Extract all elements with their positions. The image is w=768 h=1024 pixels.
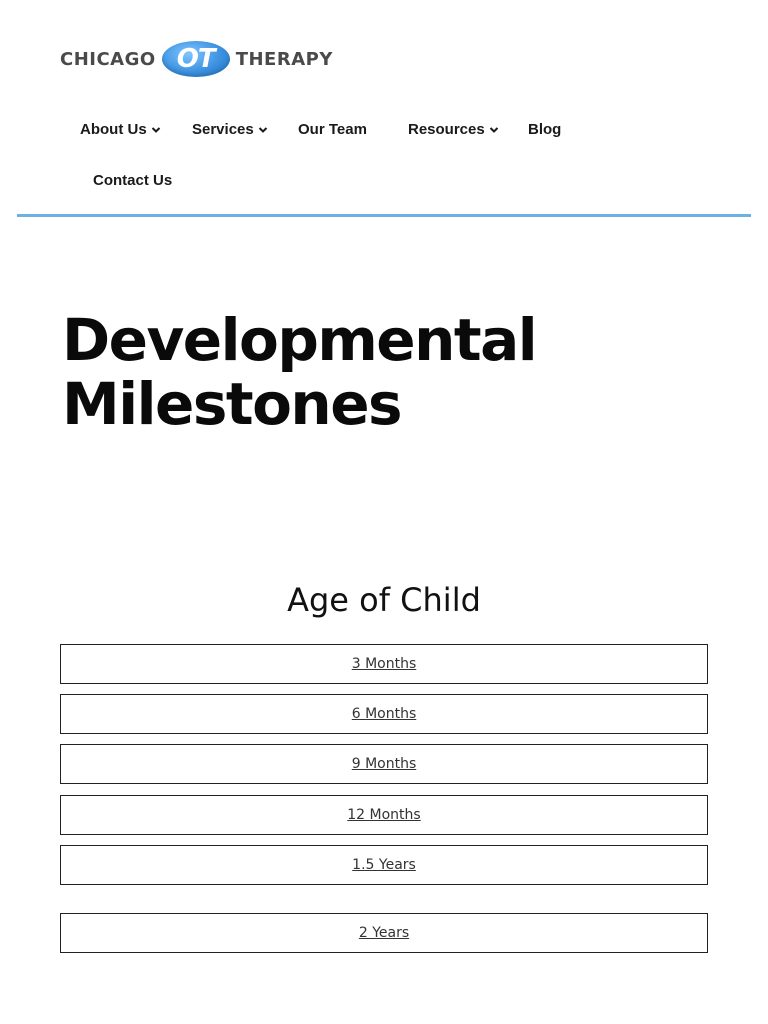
age-link[interactable]: 2 Years [358,925,410,941]
logo-ot-text: OT [176,44,215,74]
age-button-9-months[interactable] [60,744,708,784]
nav-item-blog[interactable] [528,118,561,140]
age-button-2-years[interactable] [60,913,708,953]
nav-item-label: Blog [528,120,562,138]
age-link[interactable]: 1.5 Years [352,857,416,873]
header-divider [17,214,751,217]
chevron-down-icon [258,125,268,135]
nav-item-label: Contact Us [93,171,173,189]
age-link[interactable]: 3 Months [351,656,417,672]
age-button-6-months[interactable] [60,694,708,734]
logo-word-right: THERAPY [235,48,333,70]
age-button-3-months[interactable] [60,644,708,684]
page-title-line-2: Milestones [62,370,402,438]
nav-item-label: Services [192,120,254,138]
site-logo[interactable] [60,40,333,78]
chevron-down-icon [151,125,161,135]
nav-item-contact-us[interactable] [93,169,172,191]
page-title [62,308,702,436]
logo-word-left: CHICAGO [60,48,156,70]
age-button-1-5-years[interactable] [60,845,708,885]
age-button-12-months[interactable] [60,795,708,835]
nav-item-label: About Us [80,120,147,138]
nav-item-label: Our Team [298,120,367,138]
nav-item-resources[interactable] [408,118,499,140]
page-title-line-1: Developmental [62,306,537,374]
age-link[interactable]: 6 Months [351,706,417,722]
section-heading: Age of Child [287,581,481,619]
nav-item-label: Resources [408,120,485,138]
nav-item-services[interactable] [192,118,268,140]
age-link[interactable]: 12 Months [347,807,421,823]
chevron-down-icon [489,125,499,135]
logo-ot-badge [162,41,230,77]
nav-item-our-team[interactable] [298,118,367,140]
age-link[interactable]: 9 Months [351,756,417,772]
nav-item-about-us[interactable] [80,118,161,140]
